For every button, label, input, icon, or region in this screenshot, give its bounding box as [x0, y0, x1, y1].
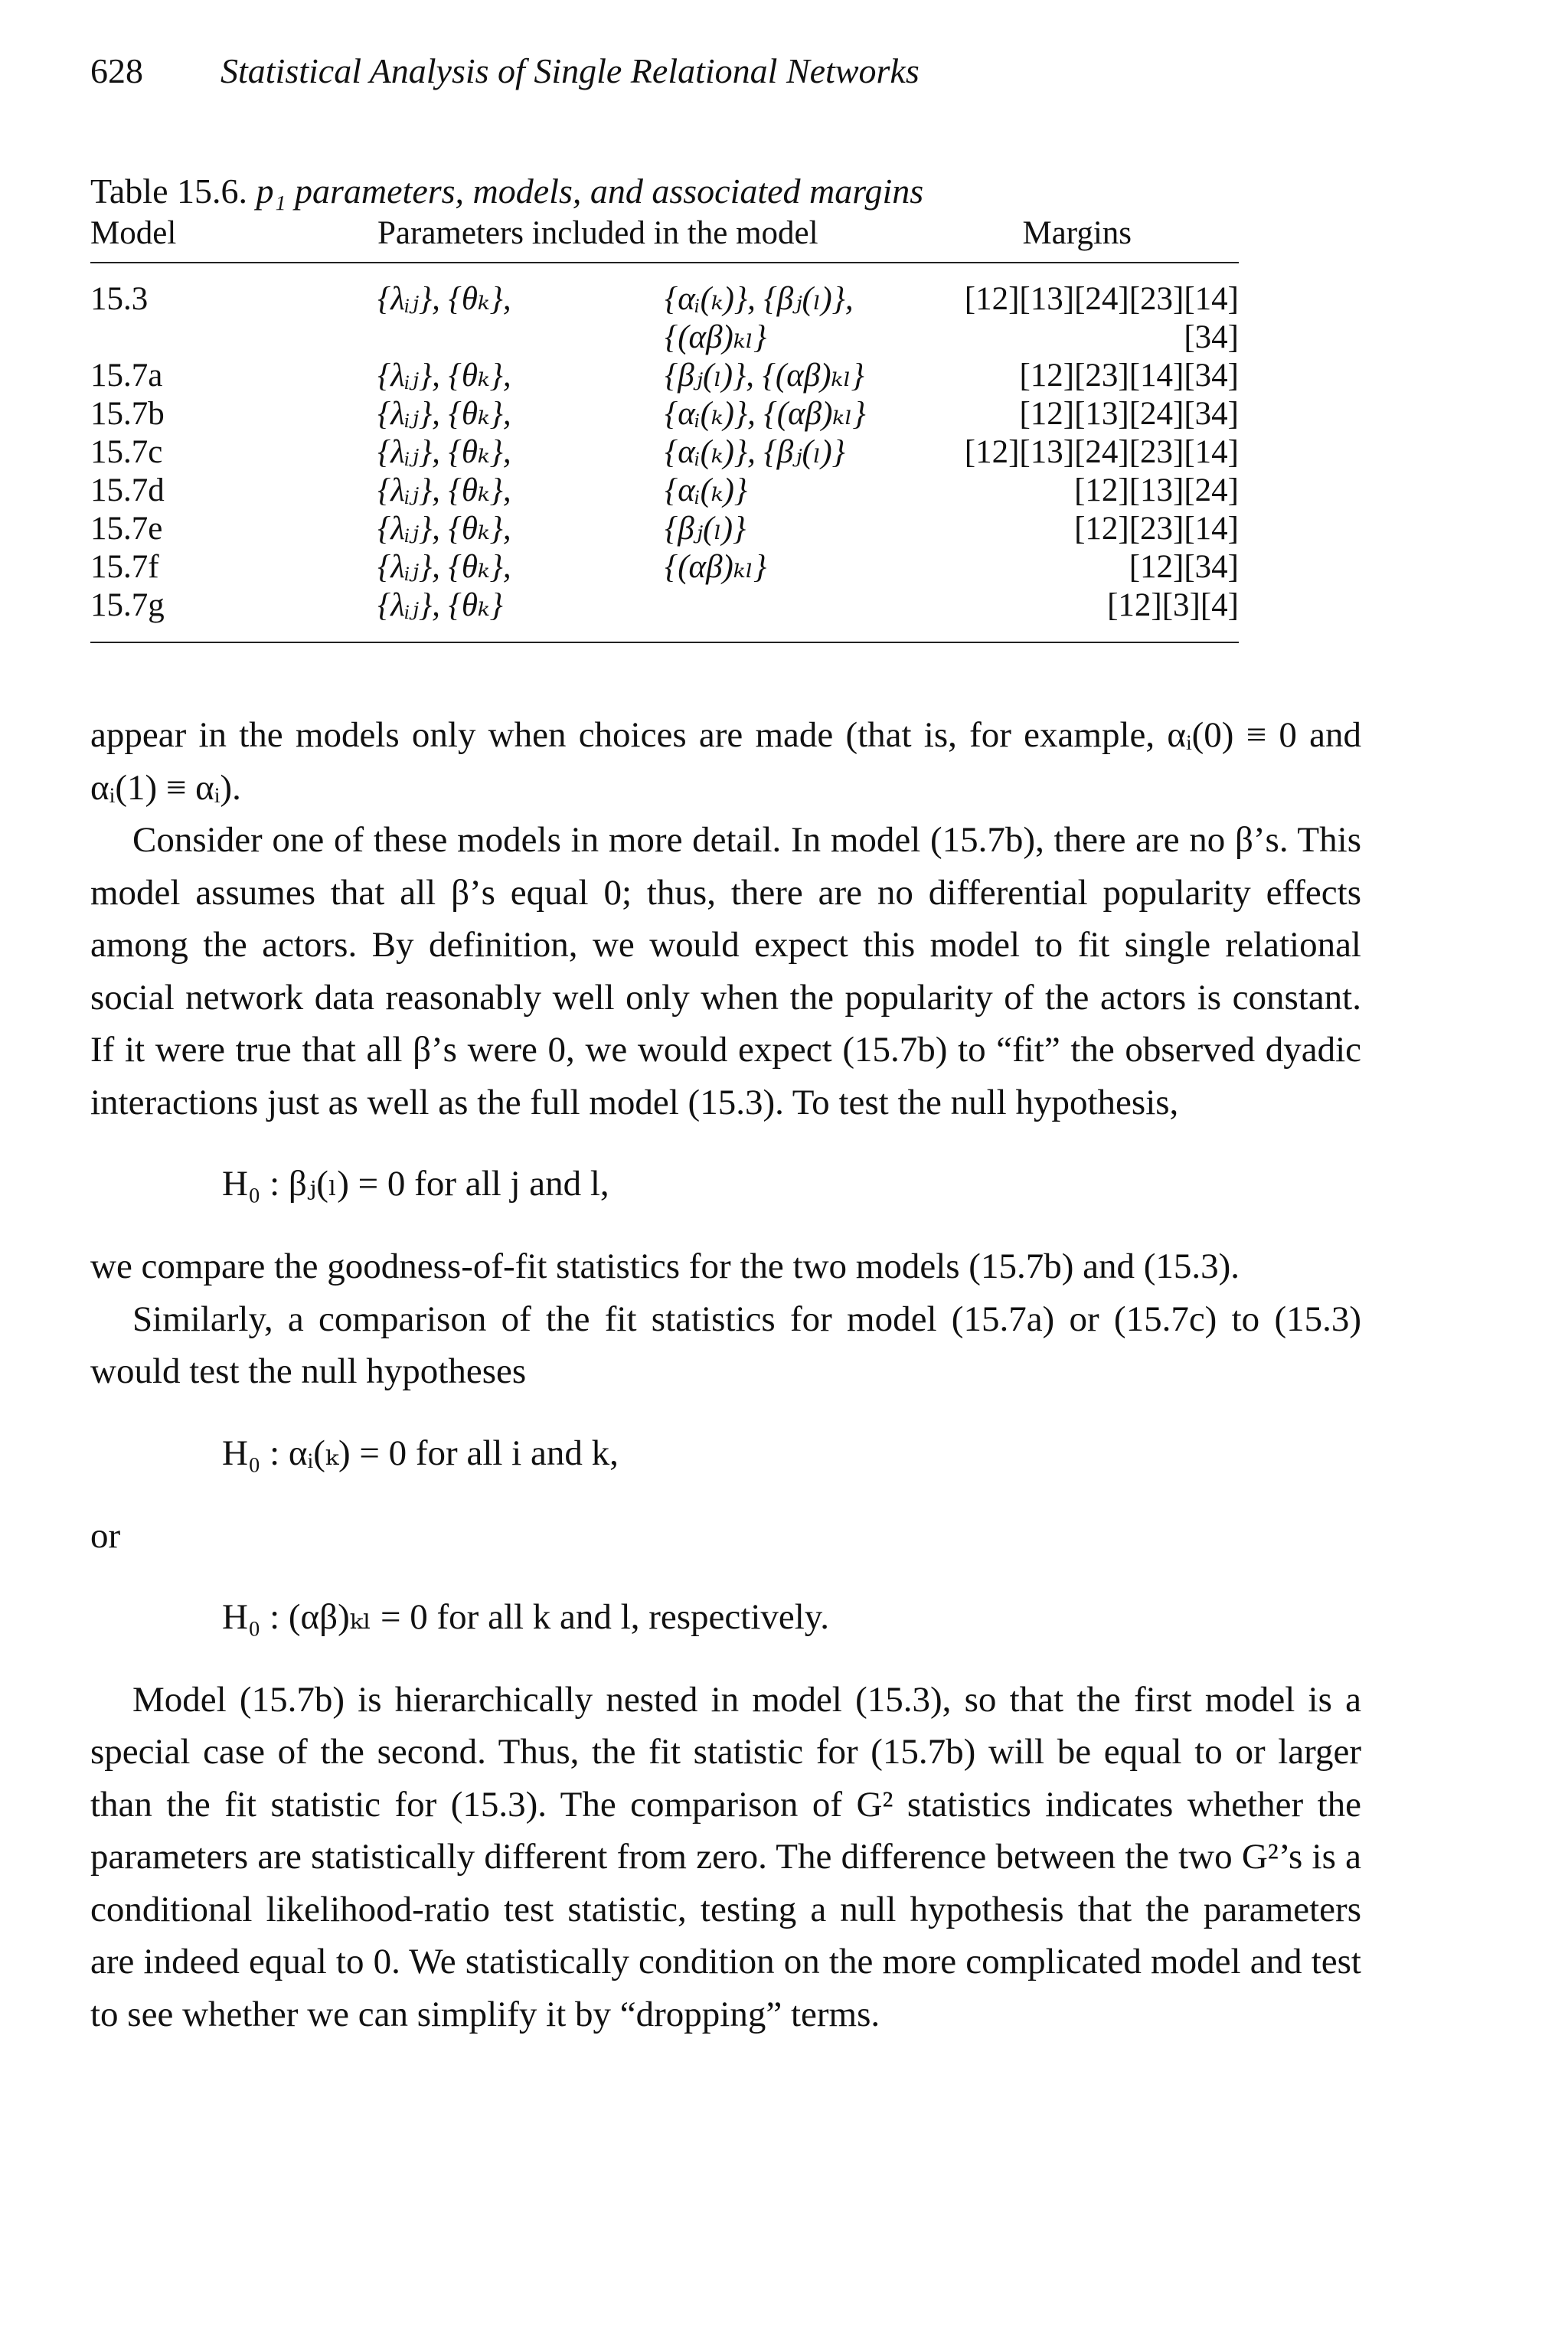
cell-fixed-params: {λᵢⱼ}, {θₖ},	[377, 358, 511, 394]
cell-fixed-params: {λᵢⱼ}, {θₖ},	[377, 549, 511, 585]
cell-fixed-params: {λᵢⱼ}, {θₖ},	[377, 511, 511, 547]
cell-free-params: {αᵢ(ₖ)}, {βⱼ(ₗ)}, {(αβ)ₖₗ}	[665, 263, 952, 357]
cell-fixed-params: {λᵢⱼ}, {θₖ},	[377, 263, 665, 357]
cell-model: 15.7e	[90, 511, 163, 547]
table-label: Table 15.6.	[90, 172, 248, 211]
running-title: Statistical Analysis of Single Relational Networks	[220, 51, 920, 90]
cell-margins: [12][23][14][34]	[1019, 358, 1239, 394]
cell-free-params: {βⱼ(ₗ)}	[665, 511, 746, 547]
cell-model: 15.7a	[90, 358, 163, 394]
paragraph: Consider one of these models in more detail. In model (15.7b), there are no β’s. This model assumes that all β’s equal 0; thus, there are no differential popularity effects among the actors. By definition, we would expect this model to fit single relational social network data reasonably well only when the popularity of the actors is constant. If it were true that all β’s were 0, we would expect (15.7b) to “fit” the observed dyadic interactions just as well as the full model (15.3). To test the null hypothesis,	[90, 820, 1361, 1122]
col-header-params: Parameters included in the model	[377, 215, 818, 251]
table-row	[90, 263, 1239, 357]
body-text	[90, 709, 1361, 2040]
cell-fixed-params: {λᵢⱼ}, {θₖ},	[377, 434, 511, 470]
cell-margins: [12][13][24][34]	[1019, 396, 1239, 432]
cell-margins: [12][34]	[1129, 549, 1239, 585]
equation-null-alphabeta: H₀ : (αβ)ₖₗ = 0 for all k and l, respectively.	[222, 1596, 829, 1637]
cell-margins: [12][23][14]	[1074, 511, 1239, 547]
table-header-row	[90, 214, 1239, 263]
cell-margins: [12][13][24][23][14]	[964, 434, 1239, 470]
parameters-table	[90, 214, 1239, 643]
page-number: 628	[90, 51, 143, 90]
table-row	[90, 433, 1239, 472]
cell-fixed-params: {λᵢⱼ}, {θₖ}	[377, 586, 665, 642]
paragraph: Similarly, a comparison of the fit statistics for model (15.7a) or (15.7c) to (15.3) would test the null hypotheses	[90, 1299, 1361, 1391]
cell-fixed-params: {λᵢⱼ}, {θₖ},	[377, 472, 511, 508]
col-header-model: Model	[90, 215, 177, 251]
paragraph: appear in the models only when choices are made (that is, for example, αᵢ(0) ≡ 0 and αᵢ(1) ≡ αᵢ).	[90, 715, 1361, 808]
paragraph: Model (15.7b) is hierarchically nested in model (15.3), so that the first model is a special case of the second. Thus, the fit statistic for (15.7b) will be equal to or larger than the fit statistic for (15.3). The comparison of G² statistics indicates whether the parameters are statistically different from zero. The difference between the two G²’s is a conditional likelihood-ratio test statistic, testing a null hypothesis that the parameters are indeed equal to 0. We statistically condition on the more complicated model and test to see whether we can simplify it by “dropping” terms.	[90, 1679, 1361, 2034]
table-row	[90, 395, 1239, 433]
paragraph: we compare the goodness-of-fit statistics for the two models (15.7b) and (15.3).	[90, 1246, 1240, 1286]
cell-model: 15.7b	[90, 396, 165, 432]
cell-model: 15.3	[90, 263, 377, 357]
table-caption	[90, 168, 1239, 214]
table-row	[90, 472, 1239, 510]
cell-free-params	[665, 586, 952, 642]
cell-free-params: {αᵢ(ₖ)}, {(αβ)ₖₗ}	[665, 396, 866, 432]
or-text: or	[90, 1515, 121, 1556]
col-header-margins: Margins	[1022, 215, 1132, 251]
equation-null-beta: H₀ : βⱼ(ₗ) = 0 for all j and l,	[222, 1164, 609, 1204]
cell-model: 15.7c	[90, 434, 163, 470]
cell-margins: [12][13][24][23][14][34]	[952, 263, 1239, 357]
table-row	[90, 548, 1239, 586]
cell-margins: [12][3][4]	[952, 586, 1239, 642]
table-row	[90, 586, 1239, 642]
running-head	[90, 44, 1361, 98]
cell-fixed-params: {λᵢⱼ}, {θₖ},	[377, 396, 511, 432]
table-row	[90, 357, 1239, 395]
table-row	[90, 510, 1239, 548]
cell-margins: [12][13][24]	[1074, 472, 1239, 508]
equation-null-alpha: H₀ : αᵢ(ₖ) = 0 for all i and k,	[222, 1433, 619, 1473]
cell-model: 15.7g	[90, 586, 377, 642]
cell-model: 15.7f	[90, 549, 159, 585]
parameters-table-block	[90, 168, 1239, 643]
cell-free-params: {αᵢ(ₖ)}	[665, 472, 748, 508]
cell-free-params: {αᵢ(ₖ)}, {βⱼ(ₗ)}	[665, 434, 845, 470]
cell-model: 15.7d	[90, 472, 165, 508]
cell-free-params: {βⱼ(ₗ)}, {(αβ)ₖₗ}	[665, 358, 864, 394]
cell-free-params: {(αβ)ₖₗ}	[665, 549, 767, 585]
table-caption-text: p₁ parameters, models, and associated margins	[256, 172, 924, 211]
book-page	[90, 44, 1361, 2040]
